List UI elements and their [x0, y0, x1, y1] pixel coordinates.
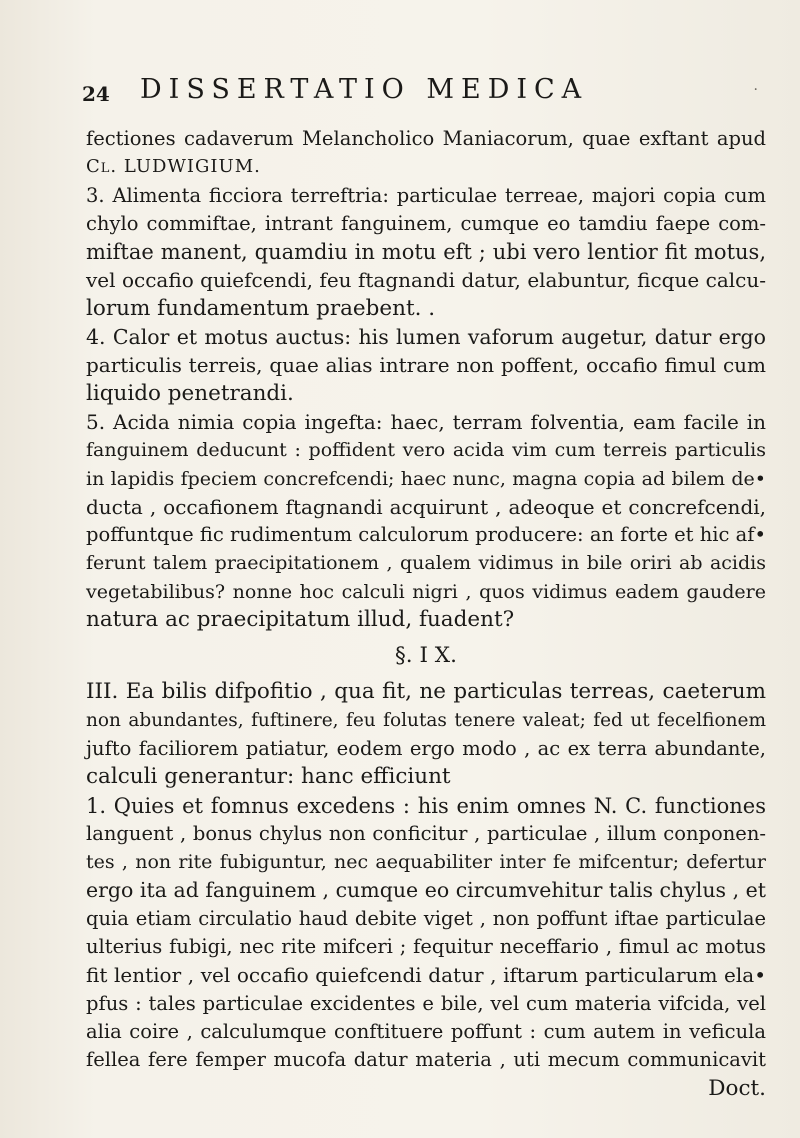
text-line: fellea fere femper mucofa datur materia , uti mecum communicavit — [86, 1048, 766, 1072]
text-line: vel occafio quiefcendi, feu ftagnandi datur, elabuntur, ficque calcu- — [86, 268, 766, 293]
text-line: chylo commiftae, intrant fanguinem, cumque eo tamdiu faepe com- — [86, 211, 766, 235]
text-line: 5. Acida nimia copia ingefta: haec, terram folventia, eam facile in — [86, 409, 766, 434]
text-line: tes , non rite fubiguntur, nec aequabiliter inter fe mifcentur; defertur — [86, 851, 766, 874]
text-line: ducta , occafionem ftagnandi acquirunt , adeoque et concrefcendi, — [86, 494, 766, 519]
text-line: Cl. LUDWIGIUM. — [86, 156, 261, 178]
text-line: miftae manent, quamdiu in motu eft ; ubi vero lentior fit motus, — [86, 240, 766, 265]
text-line: particulis terreis, quae alias intrare non poffent, occafio fimul cum — [86, 353, 766, 378]
corner-mark: · — [753, 82, 758, 98]
text-line: languent , bonus chylus non conficitur , particulae , illum conponen- — [86, 821, 766, 845]
text-line: III. Ea bilis difpofitio , qua fit, ne particulas terreas, caeterum — [86, 679, 766, 705]
text-line: 3. Alimenta ficciora terreftria: particulae terreae, majori copia cum — [86, 183, 766, 207]
text-line: 1. Quies et fomnus excedens : his enim omnes N. C. functiones — [86, 793, 766, 818]
body-text — [86, 125, 766, 1103]
text-line: fit lentior , vel occafio quiefcendi datur , iftarum particularum ela• — [86, 963, 766, 988]
section-heading: §. I X. — [395, 643, 457, 669]
page-number: 24 — [82, 82, 110, 106]
page-header — [74, 68, 764, 112]
text-line: ergo ita ad fanguinem , cumque eo circumvehitur talis chylus , et — [86, 878, 766, 903]
text-line: 4. Calor et motus auctus: his lumen vaforum augetur, datur ergo — [86, 325, 766, 350]
text-line: lorum fundamentum praebent. . — [86, 295, 436, 321]
text-line: ferunt talem praecipitationem , qualem vidimus in bile oriri ab acidis — [86, 552, 766, 575]
text-line: calculi generantur: hanc efficiunt — [86, 764, 451, 790]
text-line: alia coire , calculumque conftituere poffunt : cum autem in veficula — [86, 1019, 766, 1043]
text-line: liquido penetrandi. — [86, 380, 294, 406]
running-head: DISSERTATIO MEDICA — [140, 74, 589, 105]
text-line: quia etiam circulatio haud debite viget , non poffunt iftae particulae — [86, 906, 766, 930]
text-line: in lapidis fpeciem concrefcendi; haec nunc, magna copia ad bilem de• — [86, 467, 766, 490]
text-line: fectiones cadaverum Melancholico Maniacorum, quae exftant apud — [86, 127, 766, 150]
text-line: pfus : tales particulae excidentes e bile, vel cum materia vifcida, vel — [86, 991, 766, 1015]
text-line: ulterius fubigi, nec rite mifceri ; fequitur neceffario , fimul ac motus — [86, 935, 766, 959]
text-line: natura ac praecipitatum illud, fuadent? — [86, 607, 515, 633]
text-line: fanguinem deducunt : poffident vero acida vim cum terreis particulis — [86, 439, 766, 462]
text-line: poffuntque fic rudimentum calculorum producere: an forte et hic af• — [86, 523, 766, 547]
text-line: vegetabilibus? nonne hoc calculi nigri , quos vidimus eadem gaudere — [86, 580, 766, 603]
catchword: Doct. — [708, 1075, 766, 1101]
text-line: jufto faciliorem patiatur, eodem ergo modo , ac ex terra abundante, — [86, 736, 766, 760]
text-line: non abundantes, fuftinere, feu folutas tenere valeat; fed ut fecelfionem — [86, 709, 766, 731]
